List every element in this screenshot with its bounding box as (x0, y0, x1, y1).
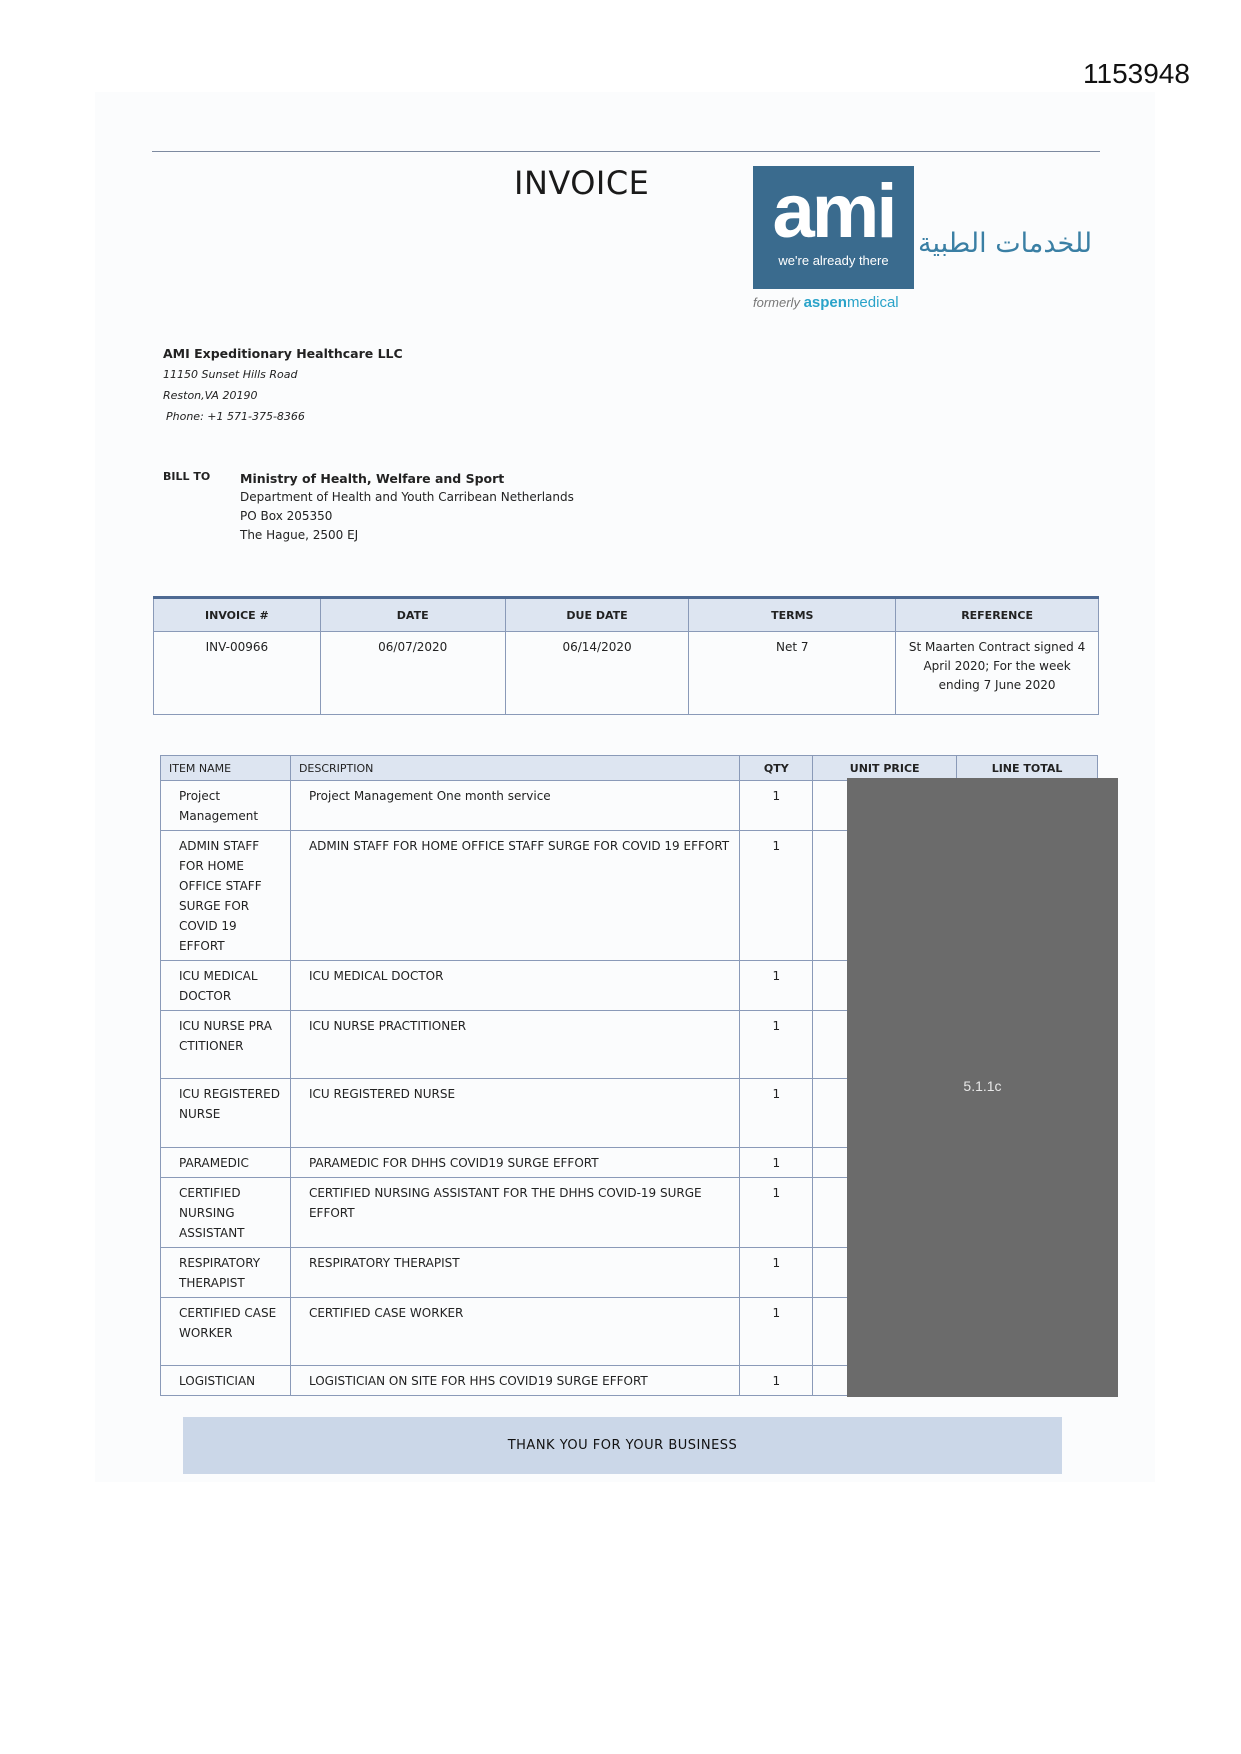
top-divider (152, 151, 1100, 152)
item-description: Project Management One month service (290, 781, 739, 831)
logo-arabic-text: للخدمات الطبية (918, 228, 1093, 259)
items-header-row (161, 756, 1098, 781)
formerly-label: formerly (753, 295, 800, 310)
logo-brand: ami (772, 169, 895, 254)
reference: St Maarten Contract signed 4 April 2020; For the week ending 7 June 2020 (896, 632, 1099, 715)
item-name: CERTIFIED CASE WORKER (161, 1298, 291, 1366)
item-qty: 1 (740, 1011, 813, 1079)
thank-you-banner: THANK YOU FOR YOUR BUSINESS (183, 1417, 1062, 1474)
item-description: RESPIRATORY THERAPIST (290, 1248, 739, 1298)
document-number: 1153948 (1083, 58, 1190, 89)
item-name: LOGISTICIAN (161, 1366, 291, 1396)
invoice-number: INV-00966 (154, 632, 321, 715)
item-description: CERTIFIED CASE WORKER (290, 1298, 739, 1366)
item-description: ICU REGISTERED NURSE (290, 1079, 739, 1148)
bill-to-label: BILL TO (163, 470, 211, 483)
item-qty: 1 (740, 1148, 813, 1178)
item-name: ICU REGISTERED NURSE (161, 1079, 291, 1148)
item-name: CERTIFIED NURSING ASSISTANT (161, 1178, 291, 1248)
items-header-item-name: ITEM NAME (161, 756, 291, 781)
company-address-line2: Reston,VA 20190 (163, 389, 258, 402)
invoice-title: INVOICE (514, 164, 650, 202)
items-header-line-total: LINE TOTAL (957, 756, 1098, 781)
bill-to-block (240, 469, 574, 545)
item-description: CERTIFIED NURSING ASSISTANT FOR THE DHHS COVID-19 SURGE EFFORT (290, 1178, 739, 1248)
items-header-qty: QTY (740, 756, 813, 781)
invoice-date: 06/07/2020 (320, 632, 505, 715)
item-name: PARAMEDIC (161, 1148, 291, 1178)
former-brand-bold: aspen (803, 294, 847, 311)
redaction-code: 5.1.1c (963, 1078, 1002, 1094)
item-qty: 1 (740, 831, 813, 961)
meta-header-invoice-number: INVOICE # (154, 598, 321, 632)
invoice-meta-table (153, 596, 1099, 715)
due-date: 06/14/2020 (505, 632, 689, 715)
item-description: PARAMEDIC FOR DHHS COVID19 SURGE EFFORT (290, 1148, 739, 1178)
company-address-line1: 11150 Sunset Hills Road (163, 368, 298, 381)
logo-formerly-line (753, 294, 899, 311)
item-qty: 1 (740, 1298, 813, 1366)
item-description: ICU NURSE PRACTITIONER (290, 1011, 739, 1079)
former-brand-light: medical (846, 294, 899, 311)
item-qty: 1 (740, 1079, 813, 1148)
company-name: AMI Expeditionary Healthcare LLC (163, 346, 403, 361)
meta-header-due-date: DUE DATE (505, 598, 689, 632)
item-description: ICU MEDICAL DOCTOR (290, 961, 739, 1011)
meta-header-reference: REFERENCE (896, 598, 1099, 632)
item-name: RESPIRATORY THERAPIST (161, 1248, 291, 1298)
item-qty: 1 (740, 961, 813, 1011)
redaction-block (847, 778, 1118, 1397)
company-phone: Phone: +1 571-375-8366 (166, 410, 305, 423)
meta-header-row (154, 598, 1099, 632)
meta-value-row (154, 632, 1099, 715)
company-address-block (163, 343, 403, 427)
logo-tagline: we're already there (778, 253, 889, 268)
item-qty: 1 (740, 1178, 813, 1248)
item-qty: 1 (740, 1248, 813, 1298)
item-name: ICU MEDICAL DOCTOR (161, 961, 291, 1011)
items-header-unit-price: UNIT PRICE (813, 756, 957, 781)
item-description: LOGISTICIAN ON SITE FOR HHS COVID19 SURGE EFFORT (290, 1366, 739, 1396)
terms: Net 7 (689, 632, 896, 715)
meta-header-terms: TERMS (689, 598, 896, 632)
bill-to-city: The Hague, 2500 EJ (240, 528, 359, 542)
item-description: ADMIN STAFF FOR HOME OFFICE STAFF SURGE FOR COVID 19 EFFORT (290, 831, 739, 961)
meta-header-date: DATE (320, 598, 505, 632)
item-name: ADMIN STAFF FOR HOME OFFICE STAFF SURGE FOR COVID 19 EFFORT (161, 831, 291, 961)
ami-logo (753, 166, 914, 289)
item-qty: 1 (740, 1366, 813, 1396)
item-qty: 1 (740, 781, 813, 831)
bill-to-department: Department of Health and Youth Carribean Netherlands (240, 490, 574, 504)
bill-to-name: Ministry of Health, Welfare and Sport (240, 471, 505, 486)
bill-to-po-box: PO Box 205350 (240, 509, 333, 523)
items-header-description: DESCRIPTION (290, 756, 739, 781)
item-name: Project Management (161, 781, 291, 831)
item-name: ICU NURSE PRACTITIONER (161, 1011, 291, 1079)
